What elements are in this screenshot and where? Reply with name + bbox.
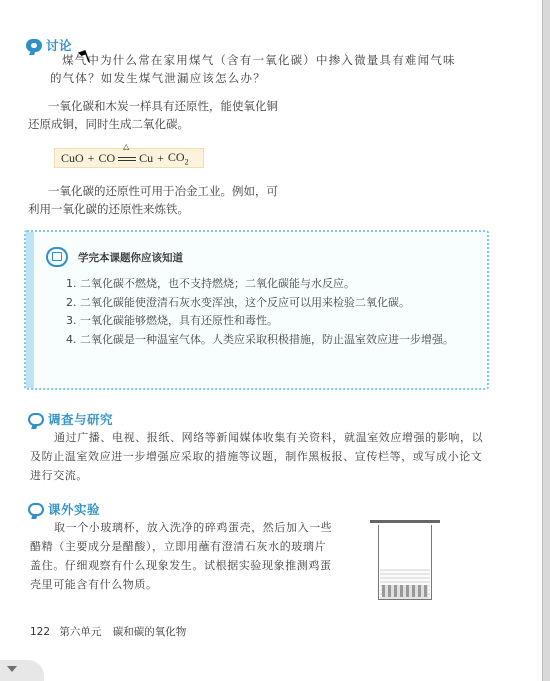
paragraph2-line2: 利用一氧化碳的还原性来炼铁。 <box>28 202 189 216</box>
glass-jar-illustration <box>370 520 440 602</box>
list-item: 1. 二氧化碳不燃烧，也不支持燃烧；二氧化碳能与水反应。 <box>66 277 355 290</box>
eq-plus: + <box>87 150 95 165</box>
learning-summary-title: 学完本课题你应该知道 <box>78 251 183 264</box>
eq-reactant-co: CO <box>98 150 116 165</box>
unit-title: 碳和碳的氧化物 <box>112 626 187 638</box>
book-icon <box>46 247 68 267</box>
eq-product-co2: $CO_2$ <box>167 149 189 167</box>
survey-title: 调查与研究 <box>48 412 114 427</box>
discussion-title: 讨论 <box>46 38 73 53</box>
learning-summary-list <box>48 275 488 349</box>
paragraph2-line1: 一氧化碳的还原性可用于冶金工业。例如，可 <box>48 184 278 198</box>
unit-label: 第六单元 <box>59 626 102 638</box>
page-footer <box>30 624 186 639</box>
discussion-question-line1: 煤气中为什么常在家用煤气（含有一氧化碳）中掺入微量具有难闻气味 <box>62 53 456 67</box>
eq-plus: + <box>157 150 164 165</box>
notebook-icon <box>28 503 44 516</box>
learning-summary-heading <box>46 247 183 267</box>
paragraph1-line1: 一氧化碳和木炭一样具有还原性，能使氧化铜 <box>48 99 278 113</box>
heat-triangle-icon: △ <box>123 141 130 151</box>
discussion-question-line2: 的气体？如发生煤气泄漏应该怎么办？ <box>50 71 266 85</box>
collapse-toggle-button[interactable] <box>0 660 44 681</box>
page-edge <box>542 0 550 681</box>
speech-bubble-icon <box>28 413 44 426</box>
list-item: 4. 二氧化碳是一种温室气体。人类应采取积极措施，防止温室效应进一步增强。 <box>66 332 454 346</box>
speech-bubble-icon <box>26 39 42 52</box>
learning-summary-box <box>24 230 489 390</box>
list-item: 3. 一氧化碳能够燃烧，具有还原性和毒性。 <box>66 314 278 327</box>
survey-heading <box>28 410 113 428</box>
eq-reactant-cuo: CuO <box>61 150 84 165</box>
list-item: 2. 二氧化碳能使澄清石灰水变浑浊，这个反应可以用来检验二氧化碳。 <box>66 295 410 309</box>
chevron-down-icon <box>7 666 17 672</box>
experiment-heading <box>28 500 100 518</box>
chemical-equation <box>54 141 204 168</box>
page-number: 122 <box>30 626 51 638</box>
glass-plate <box>370 520 440 523</box>
experiment-title: 课外实验 <box>48 502 101 517</box>
eggshell-pieces <box>382 585 428 597</box>
paragraph1-line2: 还原成铜，同时生成二氧化碳。 <box>28 117 189 131</box>
survey-text: 通过广播、电视、报纸、网络等新闻媒体收集有关资料，就温室效应增强的影响，以及防止温室效应进一步增强应采取的措施等议题，制作黑板报、宣传栏等，或写成小论文进行交流。 <box>30 431 484 482</box>
heat-condition-sign <box>118 141 136 166</box>
experiment-text: 取一个小玻璃杯，放入洗净的碎鸡蛋壳，然后加入一些醋精（主要成分是醋酸），立即用蘸有澄清石灰水的玻璃片盖住。仔细观察有什么现象发生。试根据实验现象推测鸡蛋壳里可能含有什么物质。 <box>30 521 333 591</box>
eq-product-cu: Cu <box>139 150 154 165</box>
